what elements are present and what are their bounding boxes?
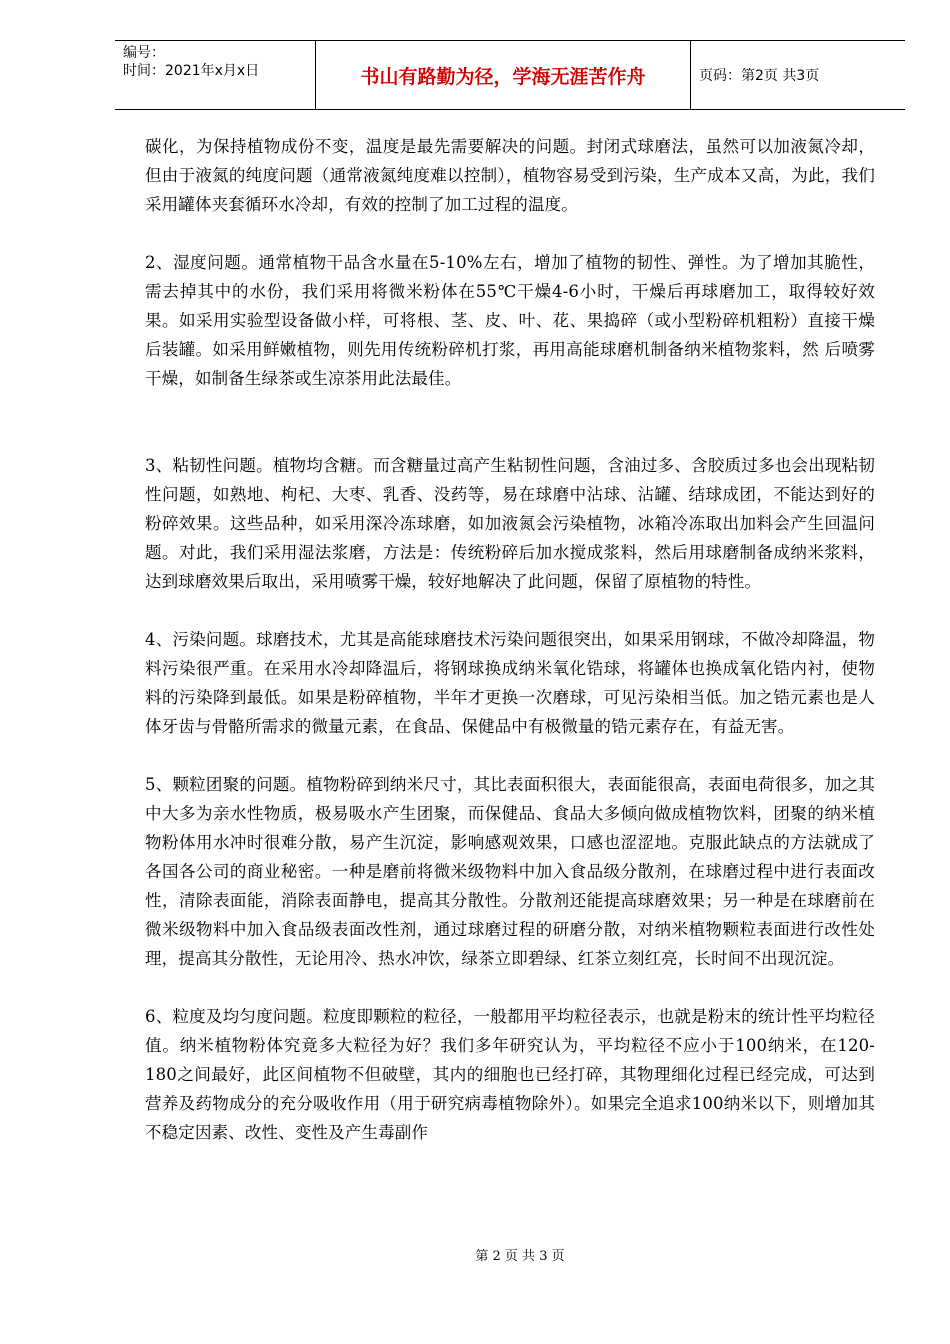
paragraph-pollution: 4、污染问题。球磨技术，尤其是高能球磨技术污染问题很突出，如果采用钢球，不做冷却降温，物料污染很严重。在采用水冷却降温后，将钢球换成纳米氧化锆球，将罐体也换成氧化锆内衬，使物料的污染降到最低。如果是粉碎植物，半年才更换一次磨球，可见污染相当低。加之锆元素也是人体牙齿与骨骼所需求的微量元素，在食品、保健品中有极微量的锆元素存在，有益无害。 — [145, 630, 875, 736]
page-footer: 第 2 页 共 3 页 — [475, 1249, 565, 1264]
header-motto: 书山有路勤为径，学海无涯苦作舟 — [316, 41, 691, 109]
document-body — [145, 132, 875, 1147]
paragraph-agglomeration: 5、颗粒团聚的问题。植物粉碎到纳米尺寸，其比表面积很大，表面能很高，表面电荷很多，加之其中大多为亲水性物质，极易吸水产生团聚，而保健品、食品大多倾向做成植物饮料，团聚的纳米植物粉体用水冲时很难分散，易产生沉淀，影响感观效果，口感也涩涩地。克服此缺点的方法就成了各国各公司的商业秘密。一种是磨前将微米级物料中加入食品级分散剂，在球磨过程中进行表面改性，清除表面能，消除表面静电，提高其分散性。分散剂还能提高球磨效果；另一种是在球磨前在微米级物料中加入食品级表面改性剂，通过球磨过程的研磨分散，对纳米植物颗粒表面进行改性处理，提高其分散性，无论用冷、热水冲饮，绿茶立即碧绿、红茶立刻红亮，长时间不出现沉淀。 — [145, 775, 875, 968]
paragraph-humidity: 2、湿度问题。通常植物干品含水量在5-10%左右，增加了植物的韧性、弹性。为了增加其脆性，需去掉其中的水份，我们采用将微米粉体在55℃干燥4-6小时，干燥后再球磨加工，取得较好效果。如采用实验型设备做小样，可将根、茎、皮、叶、花、果捣碎（或小型粉碎机粗粉）直接干燥后装罐。如采用鲜嫩植物，则先用传统粉碎机打浆，再用高能球磨机制备纳米植物浆料，然 后喷雾干燥，如制备生绿茶或生凉茶用此法最佳。 — [145, 253, 875, 388]
paragraph-continued: 碳化，为保持植物成份不变，温度是最先需要解决的问题。封闭式球磨法，虽然可以加液氮冷却，但由于液氮的纯度问题（通常液氮纯度难以控制），植物容易受到污染，生产成本又高，为此，我们采用罐体夹套循环水冷却，有效的控制了加工过程的温度。 — [145, 137, 875, 214]
document-code-label: 编号： — [123, 45, 165, 61]
header-page-info: 页码：第2页 共3页 — [699, 68, 820, 84]
paragraph-viscosity: 3、粘韧性问题。植物均含糖。而含糖量过高产生粘韧性问题，含油过多、含胶质过多也会出现粘韧性问题，如熟地、枸杞、大枣、乳香、没药等，易在球磨中沾球、沾罐、结球成团，不能达到好的粉碎效果。这些品种，如采用深冷冻球磨，如加液氮会污染植物，冰箱冷冻取出加料会产生回温问题。对此，我们采用湿法浆磨，方法是：传统粉碎后加水搅成浆料，然后用球磨制备成纳米浆料，达到球磨效果后取出，采用喷雾干燥，较好地解决了此问题，保留了原植物的特性。 — [145, 456, 875, 591]
paragraph-granularity: 6、粒度及均匀度问题。粒度即颗粒的粒径，一般都用平均粒径表示，也就是粉末的统计性平均粒径值。纳米植物粉体究竟多大粒径为好？我们多年研究认为，平均粒径不应小于100纳米，在120-180之间最好，此区间植物不但破壁，其内的细胞也已经打碎，其物理细化过程已经完成，可达到营养及药物成分的充分吸收作用（用于研究病毒植物除外）。如果完全追求100纳米以下，则增加其不稳定因素、改性、变性及产生毒副作 — [145, 1007, 875, 1142]
header-meta — [115, 41, 316, 109]
page-header — [115, 40, 905, 110]
document-time-label: 时间：2021年x月x日 — [123, 63, 260, 79]
